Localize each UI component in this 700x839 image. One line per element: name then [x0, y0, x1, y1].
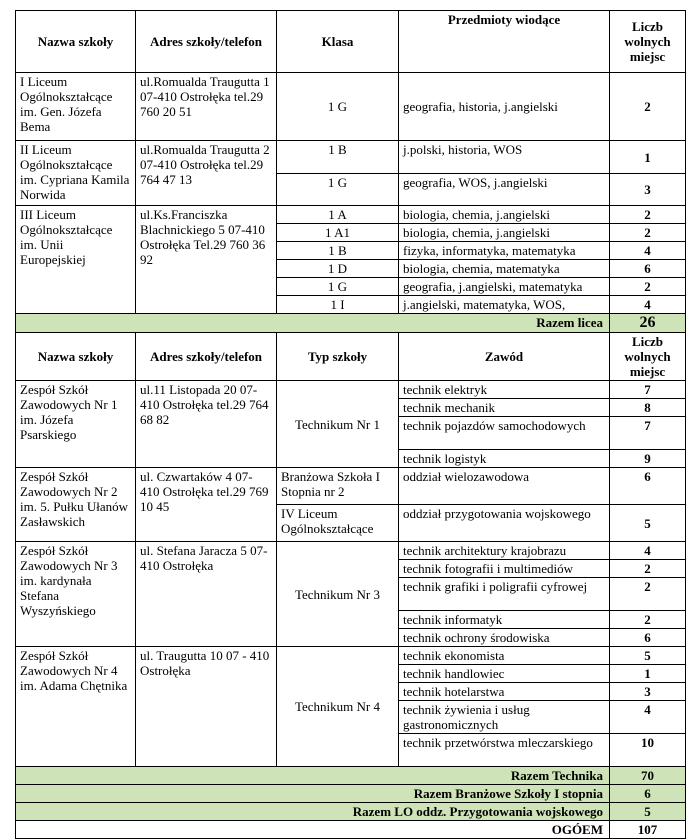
- table-row: [16, 647, 686, 665]
- school-address: ul.Romualda Traugutta 2 07-410 Ostrołęka tel.29 764 47 13: [136, 141, 277, 206]
- places-cell: 7: [610, 381, 686, 399]
- zawod-cell: technik handlowiec: [399, 665, 610, 683]
- zawod-cell: technik pojazdów samochodowych: [399, 417, 610, 450]
- places-cell: 5: [610, 647, 686, 665]
- klasa-cell: 1 D: [277, 260, 399, 278]
- places-cell: 2: [610, 560, 686, 578]
- klasa-cell: 1 G: [277, 73, 399, 141]
- total-row: [16, 785, 686, 803]
- total-label: Razem Branżowe Szkoły I stopnia: [16, 785, 610, 803]
- zawod-cell: technik informatyk: [399, 611, 610, 629]
- school-name: III Liceum Ogólnokształcące im. Unii Europejskiej: [16, 206, 136, 314]
- zawod-cell: technik architektury krajobrazu: [399, 542, 610, 560]
- subjects-cell: geografia, historia, j.angielski: [399, 73, 610, 141]
- places-cell: 2: [610, 611, 686, 629]
- klasa-cell: 1 G: [277, 174, 399, 206]
- subjects-cell: biologia, chemia, j.angielski: [399, 206, 610, 224]
- table-row: [16, 381, 686, 399]
- grand-total-row: [16, 821, 686, 839]
- school-name: Zespół Szkół Zawodowych Nr 1 im. Józefa Psarskiego: [16, 381, 136, 468]
- zawod-cell: technik elektryk: [399, 381, 610, 399]
- places-cell: 2: [610, 578, 686, 611]
- school-address: ul.Ks.Franciszka Blachnickiego 5 07-410 Ostrołęka Tel.29 760 36 92: [136, 206, 277, 314]
- total-row: [16, 767, 686, 785]
- places-cell: 10: [610, 734, 686, 767]
- places-cell: 2: [610, 73, 686, 141]
- school-name: Zespół Szkół Zawodowych Nr 4 im. Adama Chętnika: [16, 647, 136, 767]
- zawod-cell: oddział przygotowania wojskowego: [399, 505, 610, 542]
- places-cell: 1: [610, 665, 686, 683]
- table-row: [16, 468, 686, 505]
- school-name: I Liceum Ogólnokształcące im. Gen. Józefa Bema: [16, 73, 136, 141]
- school-name: Zespół Szkół Zawodowych Nr 2 im. 5. Pułku Ułanów Zasławskich: [16, 468, 136, 542]
- zawod-cell: oddział wielozawodowa: [399, 468, 610, 505]
- school-name: Zespół Szkół Zawodowych Nr 3 im. kardynała Stefana Wyszyńskiego: [16, 542, 136, 647]
- places-cell: 1: [610, 141, 686, 174]
- total-value: 70: [610, 767, 686, 785]
- school-address: ul.Romualda Traugutta 1 07-410 Ostrołęka tel.29 760 20 51: [136, 73, 277, 141]
- table-row: [16, 73, 686, 141]
- table-row: [16, 206, 686, 224]
- total-value: 6: [610, 785, 686, 803]
- places-cell: 4: [610, 701, 686, 734]
- table-row: [16, 141, 686, 174]
- subjects-cell: j.angielski, matematyka, WOS,: [399, 296, 610, 314]
- school-address: ul.11 Listopada 20 07-410 Ostrołęka tel.29 764 68 82: [136, 381, 277, 468]
- subjects-cell: geografia, j.angielski, matematyka: [399, 278, 610, 296]
- header-places: Liczb wolnych miejsc: [610, 11, 686, 73]
- places-cell: 4: [610, 296, 686, 314]
- school-type: Technikum Nr 3: [277, 542, 399, 647]
- licea-header-row: [16, 11, 686, 73]
- places-table: [15, 10, 686, 839]
- klasa-cell: 1 A: [277, 206, 399, 224]
- tech-header-row: [16, 333, 686, 381]
- places-cell: 9: [610, 450, 686, 468]
- school-type: Technikum Nr 4: [277, 647, 399, 767]
- grand-total-value: 107: [610, 821, 686, 839]
- zawod-cell: technik hotelarstwa: [399, 683, 610, 701]
- grand-total-label: OGÓEM: [16, 821, 610, 839]
- subjects-cell: biologia, chemia, j.angielski: [399, 224, 610, 242]
- total-value: 5: [610, 803, 686, 821]
- zawod-cell: technik fotografii i multimediów: [399, 560, 610, 578]
- school-type: Technikum Nr 1: [277, 381, 399, 468]
- header-type: Typ szkoły: [277, 333, 399, 381]
- total-label: Razem Technika: [16, 767, 610, 785]
- places-cell: 7: [610, 417, 686, 450]
- subjects-cell: geografia, WOS, j.angielski: [399, 174, 610, 206]
- zawod-cell: technik ochrony środowiska: [399, 629, 610, 647]
- school-name: II Liceum Ogólnokształcące im. Cypriana Kamila Norwida: [16, 141, 136, 206]
- header-klasa: Klasa: [277, 11, 399, 73]
- subjects-cell: j.polski, historia, WOS: [399, 141, 610, 174]
- licea-total-label: Razem licea: [16, 314, 610, 333]
- header-subjects: Przedmioty wiodące: [399, 11, 610, 73]
- header-places: Liczb wolnych miejsc: [610, 333, 686, 381]
- licea-total-value: 26: [610, 314, 686, 333]
- header-address: Adres szkoły/telefon: [136, 333, 277, 381]
- klasa-cell: 1 B: [277, 141, 399, 174]
- school-address: ul. Traugutta 10 07 - 410 Ostrołęka: [136, 647, 277, 767]
- zawod-cell: technik grafiki i poligrafii cyfrowej: [399, 578, 610, 611]
- klasa-cell: 1 B: [277, 242, 399, 260]
- places-cell: 6: [610, 468, 686, 505]
- places-cell: 3: [610, 174, 686, 206]
- subjects-cell: biologia, chemia, matematyka: [399, 260, 610, 278]
- total-row: [16, 803, 686, 821]
- places-cell: 4: [610, 542, 686, 560]
- zawod-cell: technik ekonomista: [399, 647, 610, 665]
- header-school: Nazwa szkoły: [16, 11, 136, 73]
- places-cell: 5: [610, 505, 686, 542]
- zawod-cell: technik logistyk: [399, 450, 610, 468]
- school-type: IV Liceum Ogólnokształcące: [277, 505, 399, 542]
- licea-total-row: [16, 314, 686, 333]
- zawod-cell: technik przetwórstwa mleczarskiego: [399, 734, 610, 767]
- table-row: [16, 542, 686, 560]
- header-address: Adres szkoły/telefon: [136, 11, 277, 73]
- places-cell: 8: [610, 399, 686, 417]
- zawod-cell: technik żywienia i usług gastronomicznych: [399, 701, 610, 734]
- school-address: ul. Stefana Jaracza 5 07-410 Ostrołęka: [136, 542, 277, 647]
- zawod-cell: technik mechanik: [399, 399, 610, 417]
- places-cell: 2: [610, 278, 686, 296]
- places-cell: 4: [610, 242, 686, 260]
- subjects-cell: fizyka, informatyka, matematyka: [399, 242, 610, 260]
- school-address: ul. Czwartaków 4 07-410 Ostrołęka tel.29 769 10 45: [136, 468, 277, 542]
- klasa-cell: 1 I: [277, 296, 399, 314]
- school-places-document: [15, 10, 685, 839]
- places-cell: 6: [610, 629, 686, 647]
- header-zawod: Zawód: [399, 333, 610, 381]
- places-cell: 2: [610, 224, 686, 242]
- klasa-cell: 1 A1: [277, 224, 399, 242]
- header-school: Nazwa szkoły: [16, 333, 136, 381]
- klasa-cell: 1 G: [277, 278, 399, 296]
- total-label: Razem LO oddz. Przygotowania wojskowego: [16, 803, 610, 821]
- places-cell: 2: [610, 206, 686, 224]
- places-cell: 3: [610, 683, 686, 701]
- places-cell: 6: [610, 260, 686, 278]
- school-type: Branżowa Szkoła I Stopnia nr 2: [277, 468, 399, 505]
